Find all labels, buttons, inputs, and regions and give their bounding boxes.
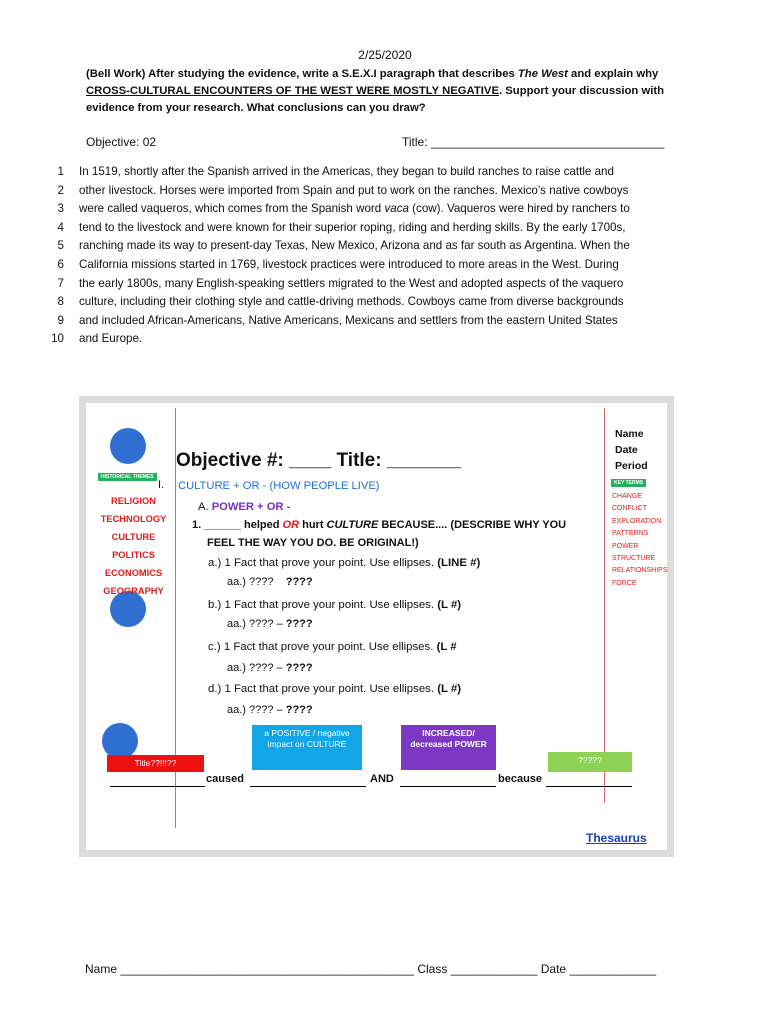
question-box: ????? [548, 752, 632, 772]
aa-line [227, 662, 313, 674]
theme-item: CULTURE [111, 532, 156, 542]
prompt-part2: and explain why [567, 68, 659, 80]
culture-heading: CULTURE + OR - (HOW PEOPLE LIVE) [178, 480, 380, 492]
line-number: 10 [51, 332, 64, 346]
item-blank: ______ helped [204, 519, 280, 531]
prompt-underlined: CROSS-CULTURAL ENCOUNTERS OF THE WEST WERE MOSTLY NEGATIVE [86, 85, 499, 97]
key-term: FORCE [612, 579, 637, 587]
theme-item: TECHNOLOGY [100, 514, 167, 524]
slide-canvas [86, 403, 667, 850]
line-number: 9 [57, 313, 64, 327]
aa-pre: aa.) ???? – [227, 618, 283, 630]
line-text: and Europe. [79, 332, 143, 346]
aa-line [227, 576, 313, 588]
caused-label: caused [206, 773, 244, 785]
line-text-post: (cow). Vaqueros were hired by ranchers to [408, 202, 630, 216]
increased-power-box: INCREASED/ decreased POWER [401, 725, 496, 770]
line-text-pre: were called vaqueros, which comes from the Spanish word [79, 202, 385, 216]
fact-tag: (L # [436, 641, 457, 653]
historical-themes-tag: HISTORICAL THEMES [98, 473, 157, 481]
fact-text: d.) 1 Fact that prove your point. Use ellipses. [208, 683, 435, 695]
line-text: California missions started in 1769, livestock practices were introduced to more areas in the West. During [79, 257, 619, 271]
line-number: 2 [57, 183, 64, 197]
key-terms-list [612, 491, 668, 590]
line-text: the early 1800s, many English-speaking settlers migrated to the West and adopted aspects of the vaquero [79, 276, 624, 290]
item-1-line1 [192, 519, 566, 531]
aa-line [227, 618, 313, 630]
passage-line [40, 275, 690, 294]
item-or: OR [282, 519, 300, 531]
name-date-period [615, 426, 648, 474]
passage-line [40, 163, 690, 182]
blank-line [110, 786, 205, 787]
fact-c [208, 641, 457, 653]
blank-line [400, 786, 496, 787]
fact-text: b.) 1 Fact that prove your point. Use ellipses. [208, 599, 435, 611]
a-letter: A. [198, 501, 209, 513]
line-text-italic: vaca [384, 202, 409, 216]
passage-line [40, 293, 690, 312]
key-term: CONFLICT [612, 505, 647, 513]
margin-line-right [604, 408, 605, 803]
positive-negative-box: a POSITIVE / negative impact on CULTURE [252, 725, 362, 770]
circle-bullet-icon [110, 428, 146, 464]
line-number: 6 [57, 257, 64, 271]
line-number: 5 [57, 239, 64, 253]
prompt-part3: . Support your discussion with evidence from your research. What conclusions can you draw? [86, 85, 665, 114]
passage-line [40, 237, 690, 256]
fact-a [208, 557, 480, 569]
passage-line [40, 200, 690, 219]
key-term: RELATIONSHIPS [612, 567, 668, 575]
bell-work-prompt [86, 66, 686, 117]
passage [40, 163, 690, 349]
fact-text: a.) 1 Fact that prove your point. Use ellipses. [208, 557, 435, 569]
fact-tag: (L #) [437, 683, 462, 695]
roman-numeral: I. [158, 479, 165, 491]
fact-tag: (L #) [437, 599, 462, 611]
aa-pre: aa.) ???? [227, 576, 274, 588]
theme-item: GEOGRAPHY [103, 586, 164, 596]
blank-line [250, 786, 366, 787]
line-text: other livestock. Horses were imported from Spain and put to work on the ranches. Mexico’s native cowboys [79, 183, 629, 197]
passage-line [40, 182, 690, 201]
passage-line [40, 256, 690, 275]
fact-d [208, 683, 461, 695]
key-term: EXPLORATION [612, 517, 662, 525]
prompt-italic: The West [517, 68, 568, 80]
objective-line: Objective: 02 [86, 135, 157, 149]
line-number: 4 [57, 220, 64, 234]
blank-line [546, 786, 632, 787]
key-term: CHANGE [612, 493, 642, 500]
slide-objective-title: Objective #: ____ Title: _______ [176, 450, 461, 471]
line-number: 7 [57, 276, 64, 290]
themes-list [86, 492, 181, 600]
item-1-line2: FEEL THE WAY YOU DO. BE ORIGINAL!) [207, 537, 419, 549]
fact-text: c.) 1 Fact that prove your point. Use ellipses. [208, 641, 434, 653]
slide-image [79, 396, 674, 857]
key-term: STRUCTURE [612, 555, 656, 563]
title-box: Title??!!!?? [107, 755, 204, 772]
aa-pre: aa.) ???? – [227, 662, 283, 674]
circle-bullet-icon [102, 723, 138, 759]
and-label: AND [370, 773, 394, 785]
period-label: Period [615, 460, 648, 472]
line-text: culture, including their clothing style and cattle-driving methods. Cowboys came from diverse backgrounds [79, 295, 624, 309]
line-number: 8 [57, 295, 64, 309]
date-label: Date [615, 444, 638, 456]
footer-fields: Name ____________________________________________ Class _____________ Date _____________ [85, 962, 657, 976]
item-rest: BECAUSE.... (DESCRIBE WHY YOU [381, 519, 567, 531]
date: 2/25/2020 [358, 48, 412, 62]
aa-bold: ???? [285, 618, 313, 630]
prompt-part1: (Bell Work) After studying the evidence, write a S.E.X.I paragraph that describes [86, 68, 518, 80]
fact-tag: (LINE #) [437, 557, 481, 569]
because-label: because [498, 773, 543, 785]
aa-bold: ???? [285, 662, 313, 674]
item-hurt: hurt [302, 519, 324, 531]
item-number: 1. [192, 519, 202, 531]
thesaurus-link[interactable]: Thesaurus [586, 831, 647, 845]
key-terms-tag: KEY TERMS [611, 479, 646, 487]
point-a [198, 501, 290, 513]
theme-item: POLITICS [112, 550, 155, 560]
aa-bold: ???? [285, 704, 313, 716]
aa-pre: aa.) ???? – [227, 704, 283, 716]
passage-line [40, 219, 690, 238]
line-text: ranching made its way to present-day Texas, New Mexico, Arizona and as far south as Argentina. When the [79, 239, 630, 253]
aa-bold: ???? [285, 576, 313, 588]
line-text: tend to the livestock and were known for their superior roping, riding and herding skills. By the early 1700s, [79, 220, 626, 234]
line-number: 3 [57, 202, 64, 216]
line-text [79, 200, 630, 219]
theme-item: RELIGION [111, 496, 156, 506]
line-number: 1 [57, 165, 64, 178]
theme-item: ECONOMICS [104, 568, 163, 578]
line-text: and included African-Americans, Native Americans, Mexicans and settlers from the eastern United States [79, 313, 618, 327]
key-term: PATTERNS [612, 530, 649, 538]
passage-line [40, 330, 690, 349]
fact-b [208, 599, 461, 611]
line-text: In 1519, shortly after the Spanish arrived in the Americas, they began to build ranches to raise cattle and [79, 165, 614, 178]
name-label: Name [615, 428, 644, 440]
passage-line [40, 312, 690, 331]
title-line: Title: ___________________________________ [402, 135, 665, 149]
aa-line [227, 704, 313, 716]
power-heading: POWER + OR - [211, 501, 291, 513]
key-term: POWER [612, 542, 639, 550]
item-culture: CULTURE [326, 519, 379, 531]
